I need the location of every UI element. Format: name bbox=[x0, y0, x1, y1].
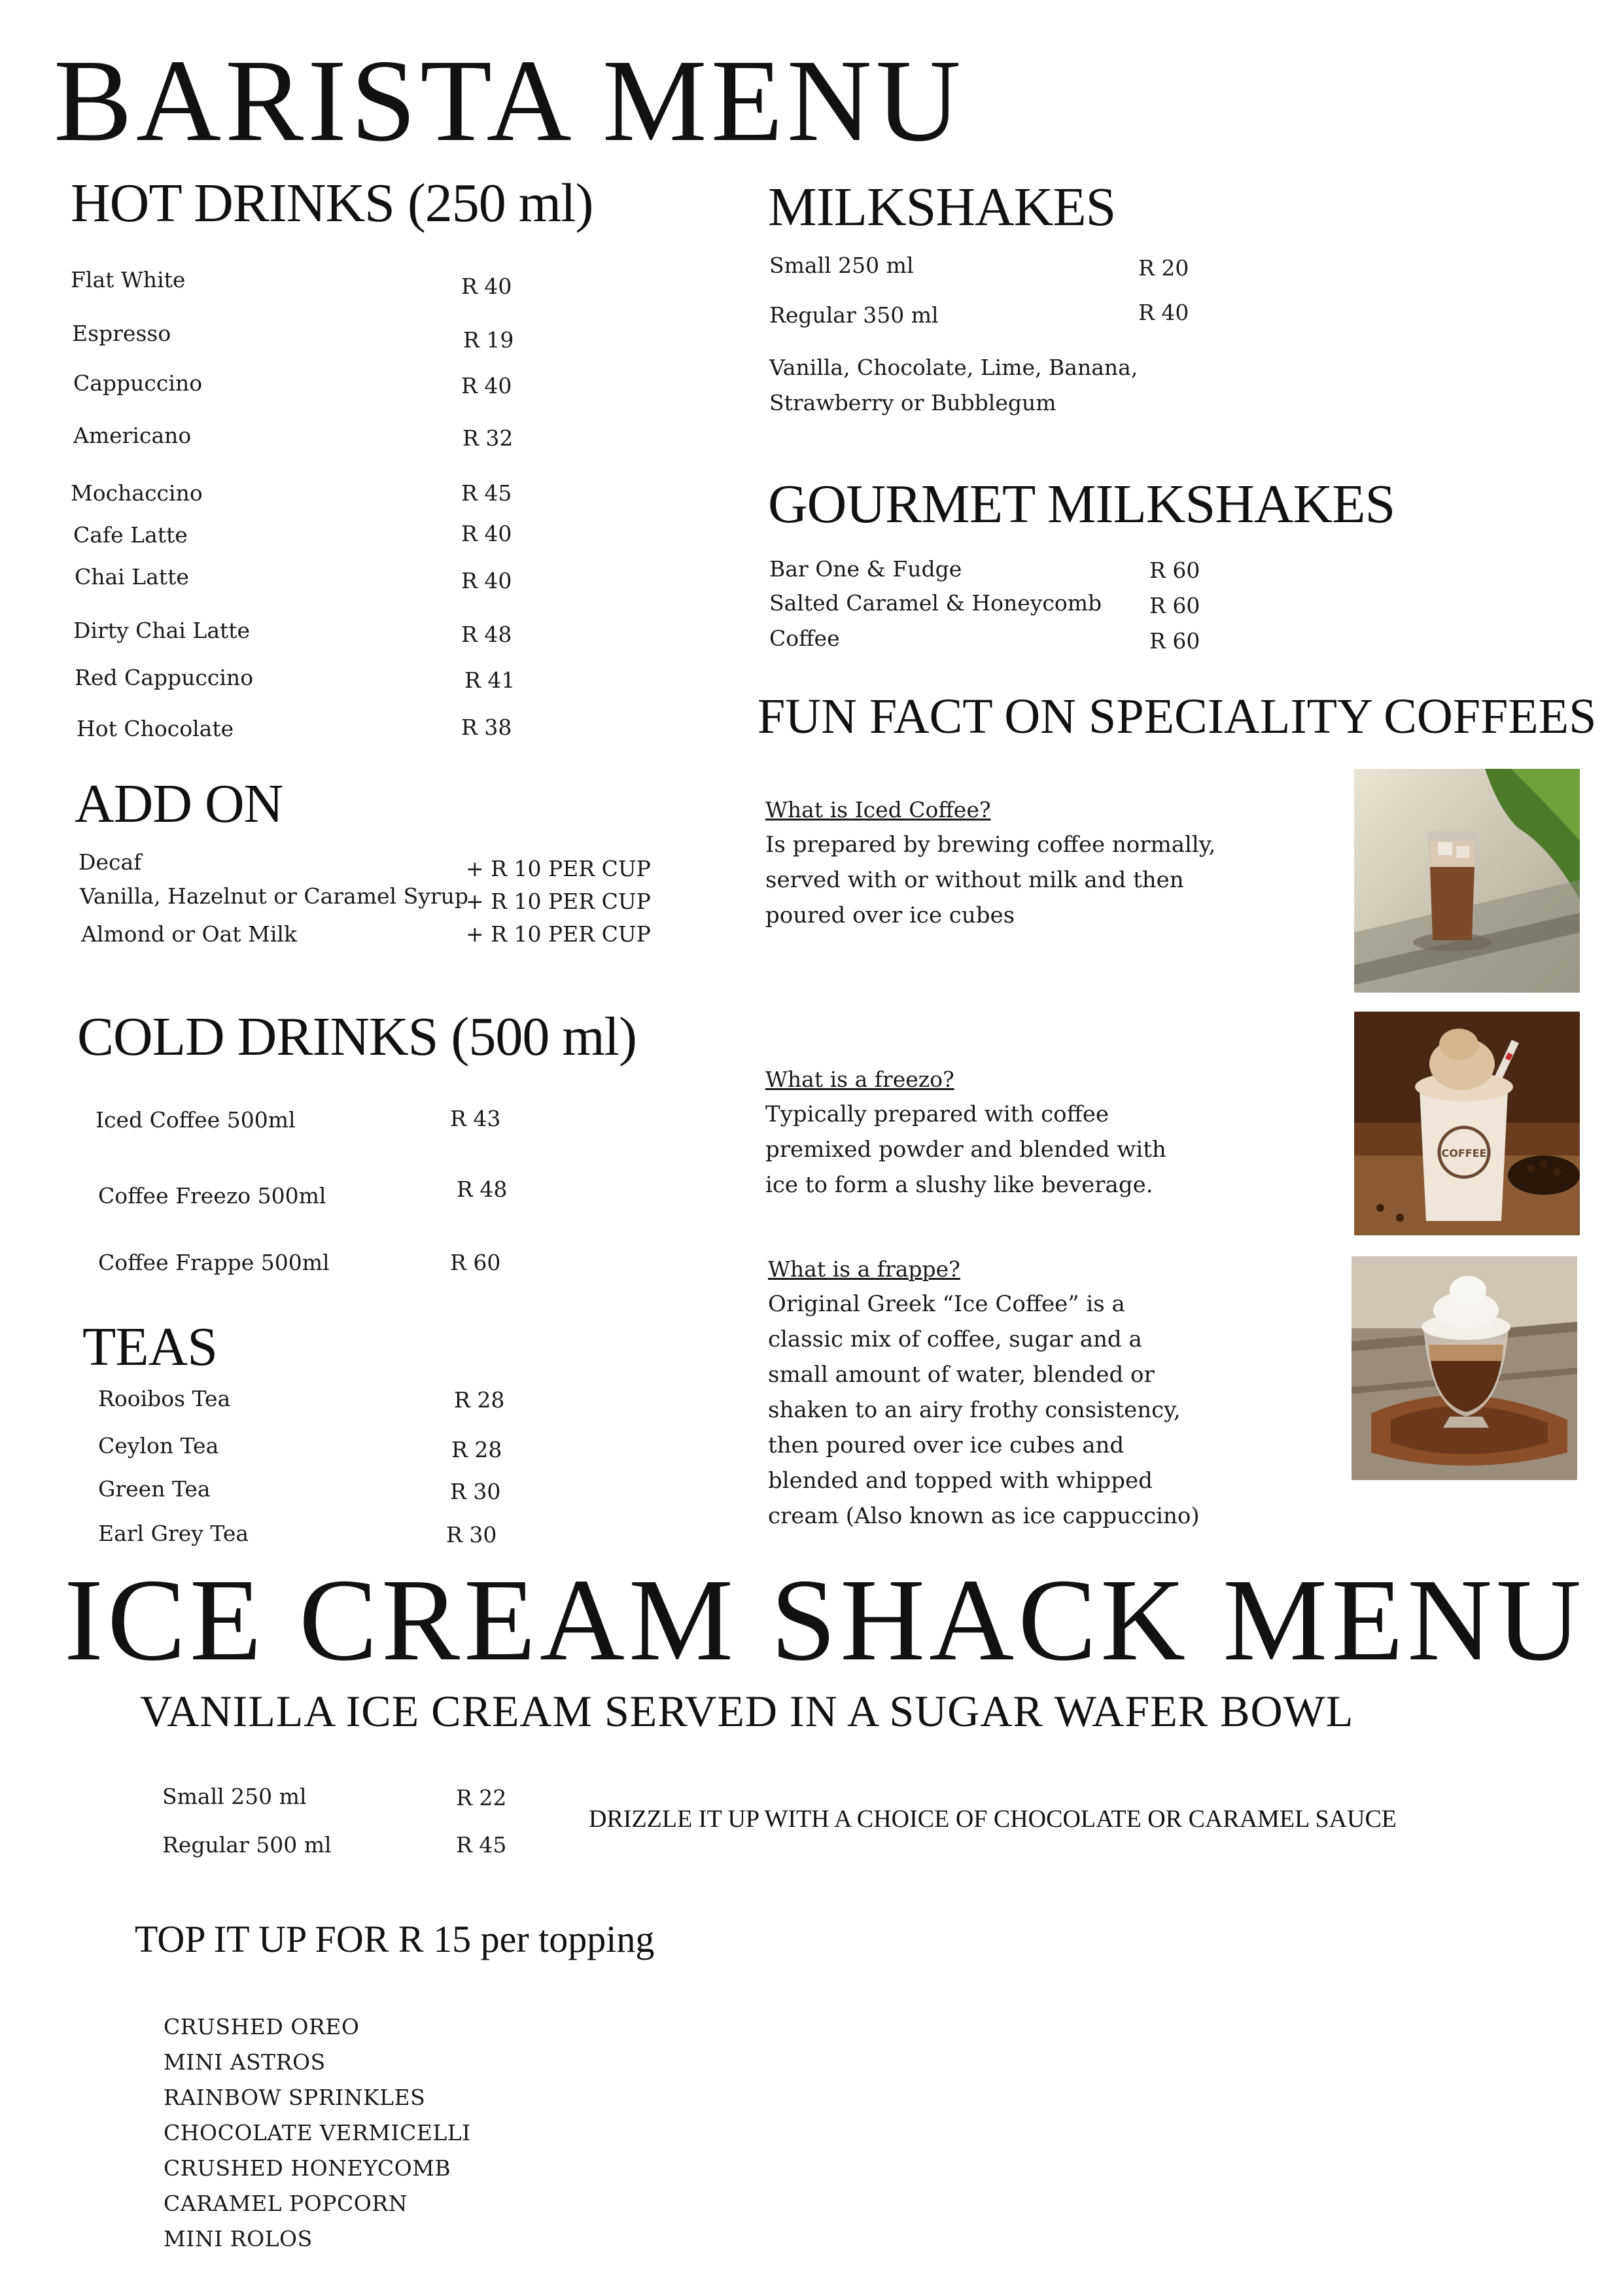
hot-item-name: Mochaccino bbox=[71, 480, 203, 506]
gourmet-item-name: Salted Caramel & Honeycomb bbox=[769, 590, 1102, 616]
fact-answer: Original Greek “Ice Coffee” is a classic mix of coffee, sugar and a small amount of water, blended or shaken to an airy frothy consistency, then poured over ice cubes and blended and topped with whipped cream (Also known as ice cappuccino) bbox=[768, 1291, 1200, 1529]
cold-item-price: R 43 bbox=[450, 1106, 501, 1131]
tea-item-name: Earl Grey Tea bbox=[98, 1521, 249, 1546]
addon-item-price: + R 10 PER CUP bbox=[466, 856, 651, 881]
ice-cream-subtitle: VANILLA ICE CREAM SERVED IN A SUGAR WAFER BOWL bbox=[140, 1686, 1354, 1736]
add-on-heading: ADD ON bbox=[75, 773, 283, 834]
topping-item: MINI ROLOS bbox=[164, 2226, 313, 2252]
tea-item-price: R 28 bbox=[454, 1387, 505, 1413]
drizzle-note: DRIZZLE IT UP WITH A CHOICE OF CHOCOLATE OR CARAMEL SAUCE bbox=[589, 1805, 1397, 1833]
topping-item: CRUSHED OREO bbox=[164, 2014, 360, 2040]
tea-item-price: R 30 bbox=[450, 1479, 501, 1504]
hot-item-name: Chai Latte bbox=[75, 564, 189, 590]
iced-coffee-photo bbox=[1354, 769, 1580, 993]
gourmet-item-price: R 60 bbox=[1149, 557, 1200, 583]
hot-item-name: Hot Chocolate bbox=[77, 716, 234, 741]
tea-item-price: R 30 bbox=[446, 1522, 497, 1547]
ice-cream-size-price: R 22 bbox=[456, 1785, 507, 1810]
cold-item-name: Iced Coffee 500ml bbox=[96, 1107, 296, 1133]
cold-item-price: R 48 bbox=[457, 1176, 508, 1202]
fact-answer: Is prepared by brewing coffee normally, served with or without milk and then poured over ice cubes bbox=[765, 832, 1216, 928]
tea-item-name: Rooibos Tea bbox=[98, 1386, 231, 1411]
gourmet-item-price: R 60 bbox=[1149, 593, 1200, 618]
addon-item-name: Vanilla, Hazelnut or Caramel Syrup bbox=[80, 883, 468, 909]
addon-item-price: + R 10 PER CUP bbox=[466, 889, 651, 914]
hot-item-price: R 45 bbox=[461, 480, 512, 506]
milkshake-item-price: R 20 bbox=[1138, 255, 1189, 281]
topping-item: MINI ASTROS bbox=[164, 2049, 326, 2075]
tea-item-name: Green Tea bbox=[98, 1476, 211, 1502]
hot-item-price: R 32 bbox=[462, 425, 514, 451]
barista-menu-title: BARISTA MENU bbox=[54, 35, 965, 166]
tea-item-price: R 28 bbox=[451, 1437, 502, 1462]
milkshake-item-name: Small 250 ml bbox=[769, 253, 914, 278]
hot-item-price: R 40 bbox=[461, 274, 512, 299]
milkshake-flavours-line2: Strawberry or Bubblegum bbox=[769, 390, 1056, 415]
fact-answer: Typically prepared with coffee premixed powder and blended with ice to form a slushy like beverage. bbox=[765, 1101, 1166, 1198]
gourmet-item-name: Bar One & Fudge bbox=[769, 556, 962, 582]
hot-item-price: R 40 bbox=[461, 373, 512, 398]
gourmet-item-name: Coffee bbox=[769, 626, 840, 651]
addon-item-price: + R 10 PER CUP bbox=[466, 921, 651, 947]
cold-item-price: R 60 bbox=[450, 1250, 501, 1275]
milkshakes-heading: MILKSHAKES bbox=[768, 177, 1116, 238]
freezo-photo bbox=[1354, 1012, 1580, 1235]
fun-fact-heading: FUN FACT ON SPECIALITY COFFEES bbox=[758, 689, 1597, 744]
hot-item-price: R 41 bbox=[464, 667, 515, 693]
hot-item-name: Cappuccino bbox=[73, 370, 203, 396]
milkshake-item-name: Regular 350 ml bbox=[769, 302, 939, 328]
hot-item-name: Americano bbox=[73, 423, 192, 448]
topping-item: CARAMEL POPCORN bbox=[164, 2191, 408, 2216]
hot-item-name: Espresso bbox=[72, 321, 171, 346]
tea-item-name: Ceylon Tea bbox=[98, 1433, 219, 1458]
cold-item-name: Coffee Frappe 500ml bbox=[98, 1250, 330, 1275]
ice-cream-menu-title: ICE CREAM SHACK MENU bbox=[64, 1555, 1586, 1685]
cold-item-name: Coffee Freezo 500ml bbox=[98, 1183, 326, 1209]
ice-cream-size-name: Regular 500 ml bbox=[162, 1832, 332, 1858]
fact-question: What is a frappe? bbox=[768, 1256, 960, 1282]
hot-item-price: R 19 bbox=[463, 327, 514, 353]
frappe-photo bbox=[1352, 1256, 1577, 1480]
milkshake-item-price: R 40 bbox=[1138, 300, 1189, 325]
hot-item-name: Flat White bbox=[71, 267, 186, 292]
addon-item-name: Decaf bbox=[79, 849, 142, 875]
milkshake-flavours-line1: Vanilla, Chocolate, Lime, Banana, bbox=[769, 355, 1138, 380]
teas-heading: TEAS bbox=[82, 1316, 217, 1377]
hot-item-name: Red Cappuccino bbox=[75, 665, 254, 690]
topping-item: CRUSHED HONEYCOMB bbox=[164, 2155, 451, 2181]
hot-item-price: R 40 bbox=[461, 521, 512, 546]
hot-drinks-heading: HOT DRINKS (250 ml) bbox=[71, 173, 593, 234]
gourmet-milkshakes-heading: GOURMET MILKSHAKES bbox=[768, 474, 1395, 535]
addon-item-name: Almond or Oat Milk bbox=[81, 921, 297, 947]
hot-item-price: R 38 bbox=[461, 715, 512, 740]
cold-drinks-heading: COLD DRINKS (500 ml) bbox=[77, 1006, 637, 1067]
gourmet-item-price: R 60 bbox=[1149, 628, 1200, 654]
hot-item-price: R 48 bbox=[461, 622, 512, 647]
topping-item: RAINBOW SPRINKLES bbox=[164, 2085, 426, 2110]
topping-heading: TOP IT UP FOR R 15 per topping bbox=[135, 1918, 655, 1960]
ice-cream-size-price: R 45 bbox=[456, 1832, 507, 1858]
fact-question: What is a freezo? bbox=[765, 1067, 954, 1092]
cup-print-text: COFFEE bbox=[1441, 1147, 1487, 1159]
hot-item-price: R 40 bbox=[461, 568, 512, 593]
ice-cream-size-name: Small 250 ml bbox=[162, 1784, 307, 1809]
fact-question: What is Iced Coffee? bbox=[765, 797, 991, 822]
topping-item: CHOCOLATE VERMICELLI bbox=[164, 2120, 471, 2146]
hot-item-name: Dirty Chai Latte bbox=[73, 618, 251, 643]
hot-item-name: Cafe Latte bbox=[73, 522, 188, 548]
